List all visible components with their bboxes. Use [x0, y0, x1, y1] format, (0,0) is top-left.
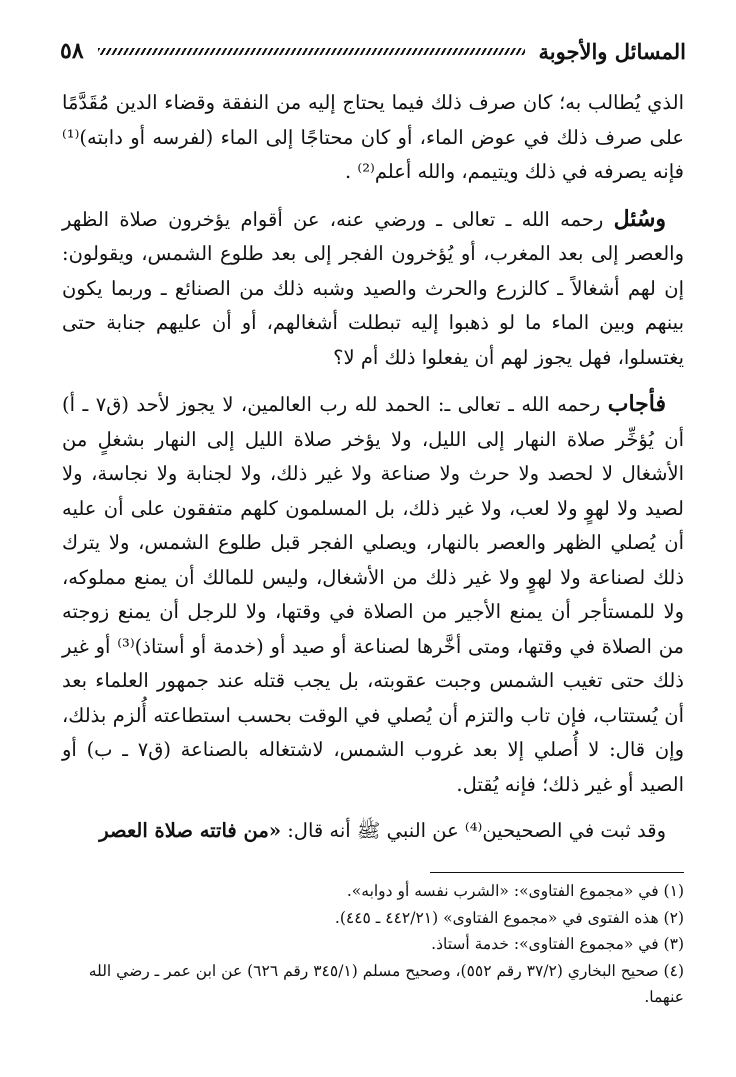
paragraph-question [62, 202, 684, 376]
footnote-divider [430, 872, 684, 873]
footnote-2: (٢) هذه الفتوى في «مجموع الفتاوى» (٤٤٢/٢١ ـ ٤٤٥). [334, 908, 684, 927]
main-text [62, 86, 684, 861]
paragraph-hadith [62, 814, 684, 849]
paragraph-1: الذي يُطالب به؛ كان صرف ذلك فيما يحتاج إليه من النفقة وقضاء الدين مُقَدَّمًا على صرف ذلك في عوض الماء، أو كان محتاجًا إلى الماء (لفرسه أو دابته)⁽¹⁾ فإنه يصرفه في ذلك ويتيمم، والله أعلم⁽²⁾ . [62, 91, 684, 183]
footnote-4: (٤) صحيح البخاري (٣٧/٢ رقم ٥٥٢)، وصحيح مسلم (٣٤٥/١ رقم ٦٢٦) عن ابن عمر ـ رضي الله عنهما. [88, 961, 684, 1006]
question-text: رحمه الله ـ تعالى ـ ورضي عنه، عن أقوام يؤخرون صلاة الظهر والعصر إلى بعد المغرب، أو يُؤخرون الفجر إلى بعد طلوع الشمس، ويقولون: إن لهم أشغالاً ـ كالزرع والحرث والصيد وشبه ذلك من الصنائع ـ وربما يكون بينهم وبين الماء ما لو ذهبوا إليه تبطلت أشغالهم، أو أن عليهم جنابة حتى يغتسلوا، فهل يجوز لهم أن يفعلوا ذلك أم لا؟ [62, 207, 684, 369]
question-lead-word: وسُئل [613, 205, 666, 232]
page-number: ٥٨ [60, 38, 84, 64]
footnote-1: (١) في «مجموع الفتاوى»: «الشرب نفسه أو دوابه». [346, 882, 684, 900]
hadith-intro: وقد ثبت في الصحيحين⁽⁴⁾ عن النبي ﷺ أنه قال: [281, 819, 666, 842]
header-ornament-rule [98, 48, 525, 55]
paragraph-answer [62, 387, 684, 802]
running-title: المسائل والأجوبة [538, 38, 686, 64]
hadith-quote: «من فاتته صلاة العصر [99, 819, 282, 842]
answer-text: رحمه الله ـ تعالى ـ: الحمد لله رب العالمين، لا يجوز لأحد (ق٧ ـ أ) أن يُؤخِّر صلاة النهار إلى الليل، ولا يؤخر صلاة الليل إلى النهار بشغلٍ من الأشغال لا لحصد ولا حرث ولا صناعة ولا غير ذلك، ولا لجنابة ولا نجاسة، ولا لصيد ولا لهوٍ ولا لعب، ولا غير ذلك، بل المسلمون كلهم متفقون على أن عليه أن يُصلي الظهر والعصر بالنهار، ويصلي الفجر قبل طلوع الشمس، ولا يترك ذلك لصناعة ولا لهوٍ ولا غير ذلك من الأشغال، وليس للمالك أن يمنع مملوكه، ولا للمستأجر أن يمنع الأجير من الصلاة في وقتها، ولا للرجل أن يمنع زوجته من الصلاة في وقتها، ومتى أخَّرها لصناعة أو صيد أو (خدمة أو أستاذ)⁽³⁾ أو غير ذلك حتى تغيب الشمس وجبت عقوبته، بل يجب قتله عند جمهور العلماء بعد أن يُستتاب، فإن تاب والتزم أن يُصلي في الوقت بحسب استطاعته أُلزم بذلك، وإن قال: لا أُصلي إلا بعد غروب الشمس، لاشتغاله بالصناعة (ق٧ ـ ب) أو الصيد أو غير ذلك؛ فإنه يُقتل. [62, 393, 684, 796]
running-header [60, 36, 686, 66]
footnote-3: (٣) في «مجموع الفتاوى»: خدمة أستاذ. [431, 935, 684, 953]
footnotes [62, 878, 684, 1011]
answer-lead-word: فأجاب [607, 391, 666, 417]
